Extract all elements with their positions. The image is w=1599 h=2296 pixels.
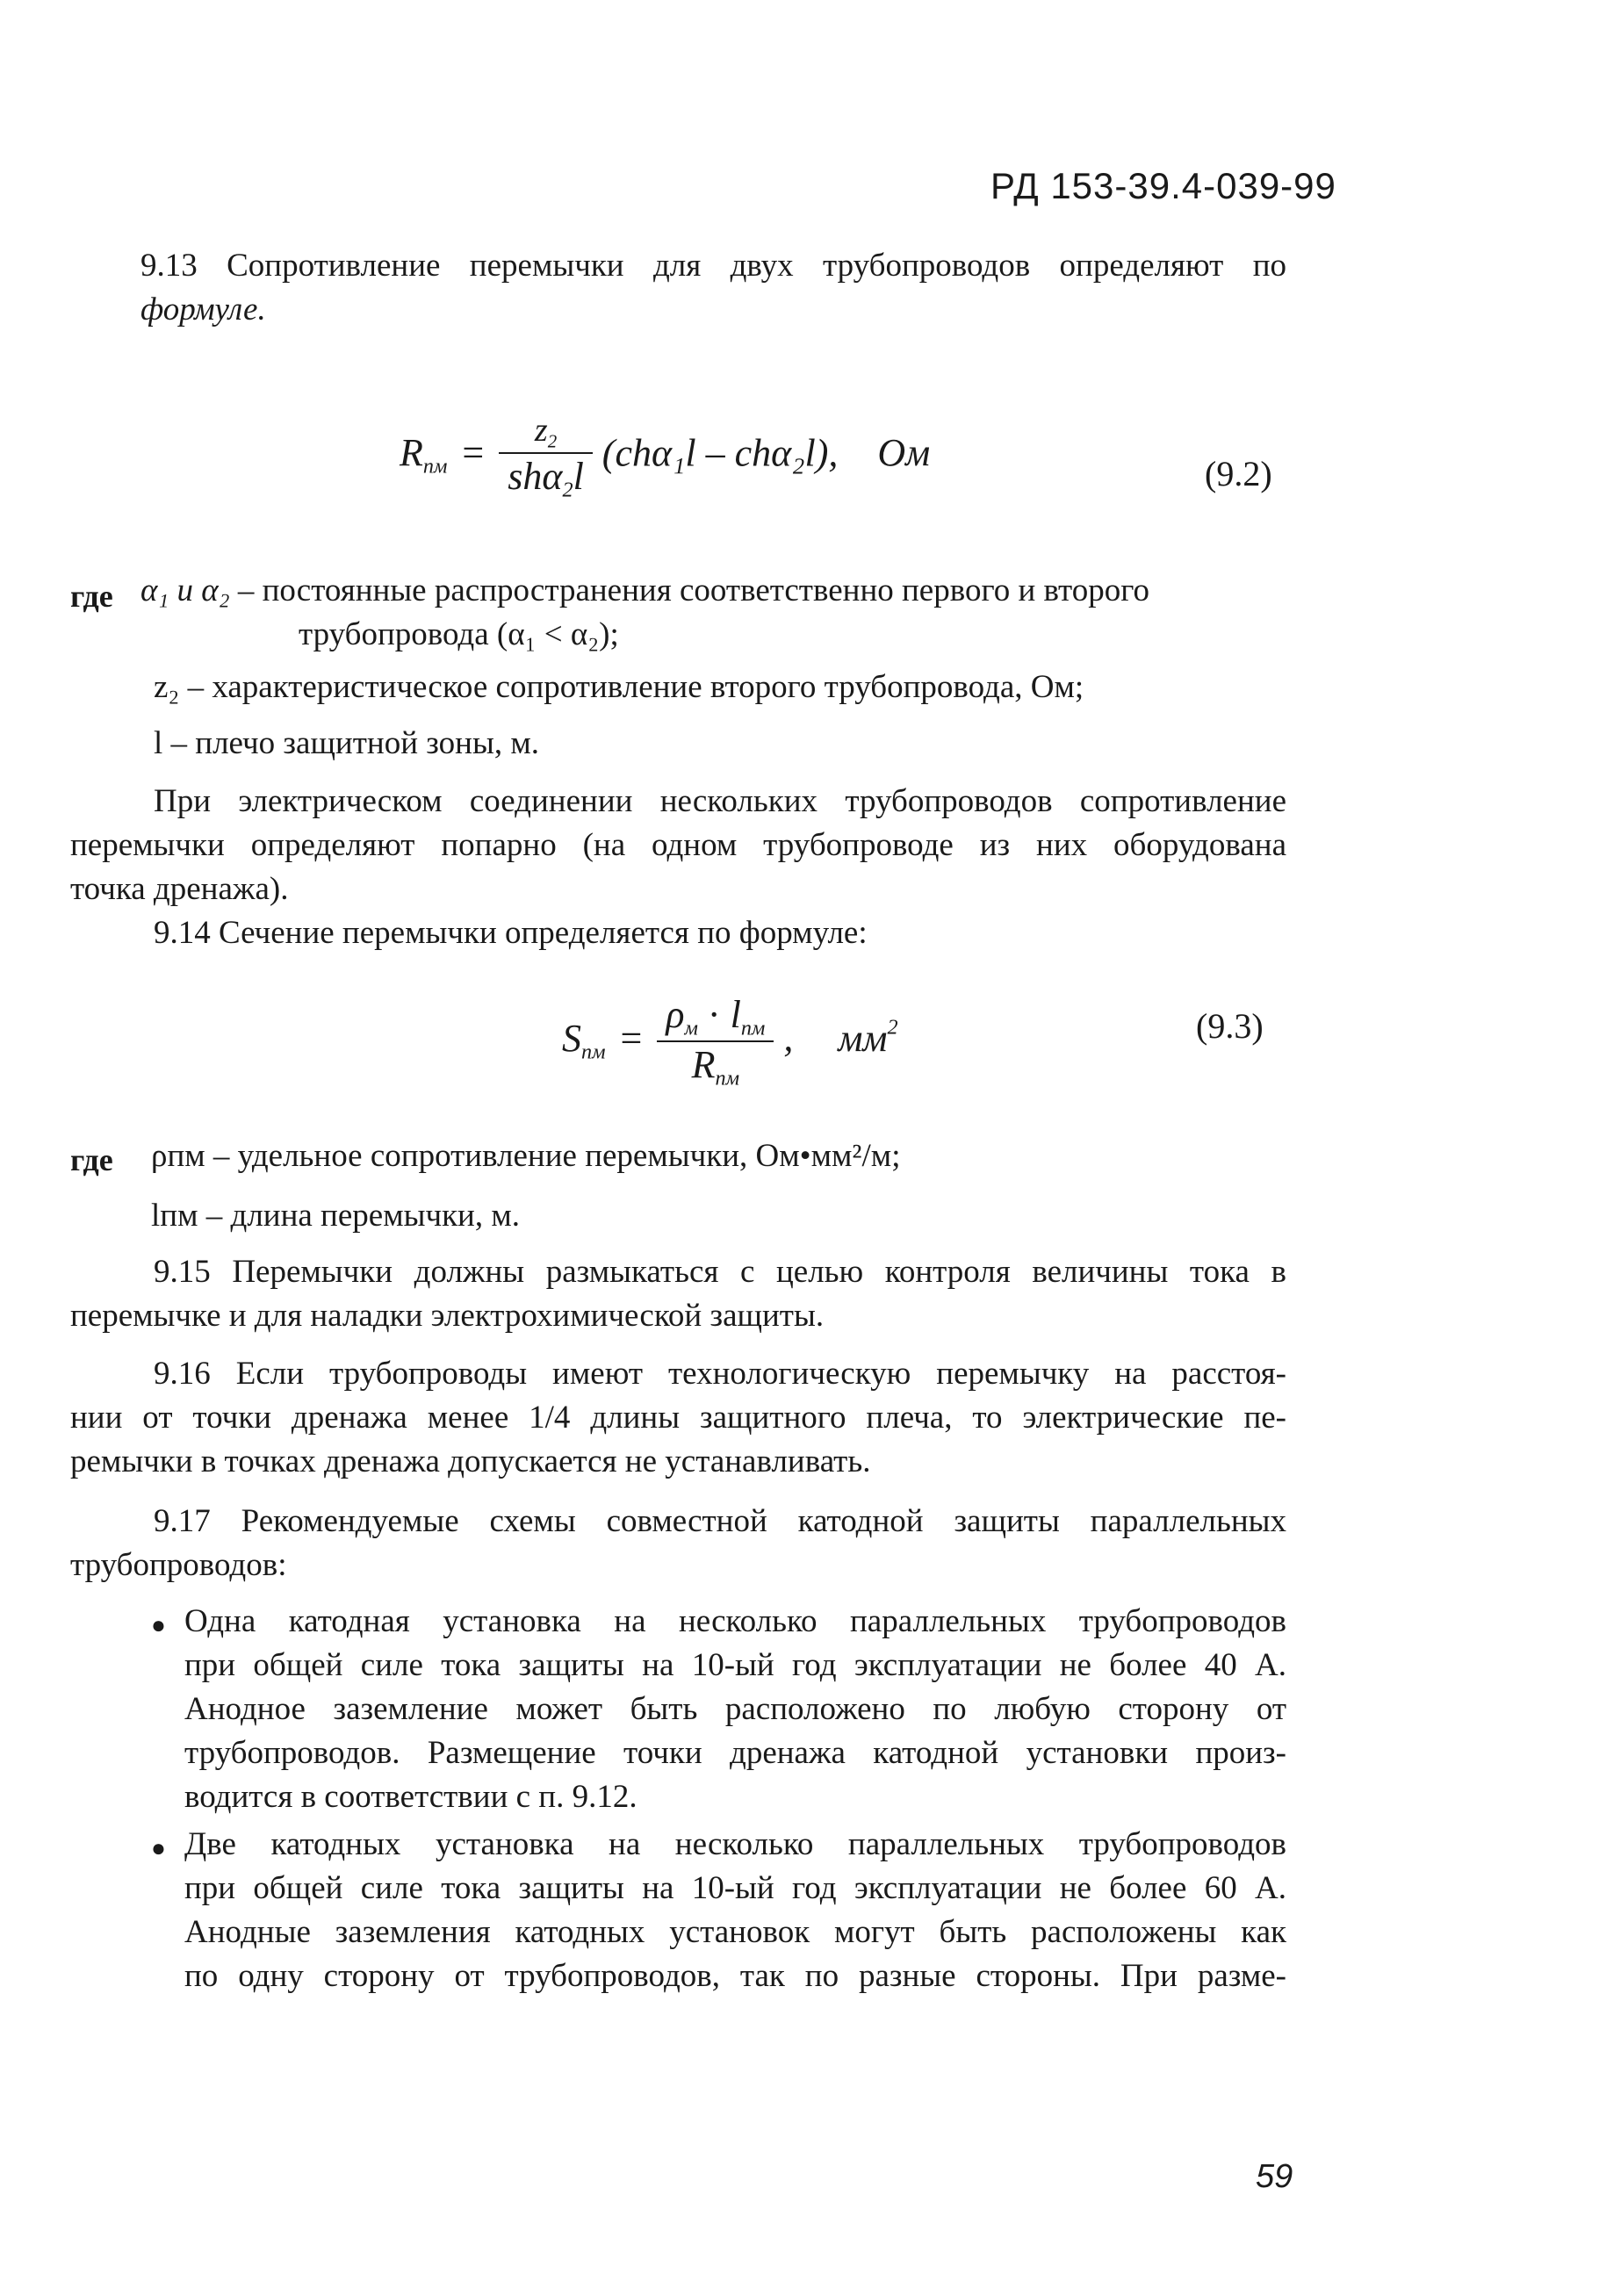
bullet-item-1 [184, 1600, 1286, 1819]
paragraph-line: водится в соответствии с п. 9.12. [184, 1779, 637, 1815]
paragraph-line: перемычки определяют попарно (на одном трубопроводе из них оборудована [70, 827, 1286, 863]
paragraph-line: трубопроводов. Размещение точки дренажа катодной установки произ- [184, 1735, 1286, 1771]
where-lpm [151, 1194, 520, 1238]
paragraph-line: по одну сторону от трубопроводов, так по разные стороны. При разме- [184, 1958, 1286, 1994]
equation-number-9-3: (9.3) [1196, 1006, 1264, 1046]
paragraph-line: 9.13 Сопротивление перемычки для двух трубопроводов определяют по [140, 248, 1286, 284]
formula-lhs: $S_{пм}$ [562, 1016, 606, 1064]
paragraph-line: lпм – длина перемычки, м. [151, 1198, 521, 1234]
paragraph-line: ремычки в точках дренажа допускается не устанавливать. [70, 1443, 871, 1479]
paragraph-line: ρпм – удельное сопротивление перемычки, Ом•мм²/м; [151, 1138, 901, 1174]
paragraph-line: перемычке и для наладки электрохимической защиты. [70, 1298, 825, 1334]
where-z2 [154, 666, 1084, 709]
formula-9-3 [562, 992, 898, 1091]
paragraph-line: 9.15 Перемычки должны размыкаться с целью контроля величины тока в [154, 1254, 1286, 1290]
where-label: где [70, 579, 113, 614]
formula-bracket: (chα₁l – chα₂l), [601, 431, 839, 475]
paragraph-line: точка дренажа). [70, 871, 289, 907]
where-alpha-continued [299, 613, 619, 657]
paragraph-line: формуле. [140, 291, 266, 327]
formula-fraction: $\frac{\rho_м \cdot l_{пм}}{R_{пм}}$ [657, 992, 774, 1091]
paragraph-line: При электрическом соединении нескольких трубопроводов сопротивление [154, 783, 1286, 819]
paragraph-electric-connection [70, 780, 1286, 911]
paragraph-line: трубопровода (α₁ < α₂); [299, 616, 619, 652]
alpha-symbols: α₁ и α₂ [140, 572, 230, 608]
where-l [154, 722, 539, 766]
formula-fraction: $\frac{z_2}{sh\alpha_2l}$ [499, 411, 593, 503]
paragraph-9-14 [154, 911, 868, 955]
where-alpha [140, 569, 1286, 613]
where-label: где [70, 1142, 113, 1177]
formula-9-2 [400, 411, 930, 503]
paragraph-line: Одна катодная установка на несколько параллельных трубопроводов [184, 1603, 1286, 1639]
where-rho [151, 1134, 901, 1178]
formula-comma: , [783, 1016, 794, 1060]
paragraph-line: 9.14 Сечение перемычки определяется по формуле: [154, 915, 868, 951]
paragraph-9-15 [70, 1250, 1286, 1338]
paragraph-line: Анодные заземления катодных установок могут быть расположены как [184, 1914, 1286, 1950]
paragraph-line: 9.17 Рекомендуемые схемы совместной катодной защиты параллельных [154, 1503, 1286, 1539]
paragraph-line: z₂ – характеристическое сопротивление второго трубопровода, Ом; [154, 669, 1084, 705]
paragraph-line: Две катодных установка на несколько параллельных трубопроводов [184, 1826, 1286, 1862]
document-header: РД 153-39.4-039-99 [990, 165, 1336, 206]
paragraph-9-13 [140, 244, 1286, 332]
equation-number-9-2: (9.2) [1205, 454, 1272, 493]
formula-lhs: $R_{пм}$ [400, 431, 448, 479]
paragraph-line: l – плечо защитной зоны, м. [154, 725, 539, 761]
paragraph-9-17 [70, 1500, 1286, 1587]
formula-unit: $мм^2$ [838, 1015, 898, 1060]
bullet-icon: ● [151, 1835, 166, 1862]
formula-equals: = [620, 1016, 643, 1060]
paragraph-9-16 [70, 1352, 1286, 1484]
page-number: 59 [1256, 2158, 1293, 2195]
formula-equals: = [462, 431, 485, 475]
paragraph-line: при общей силе тока защиты на 10-ый год эксплуатации не более 40 А. [184, 1647, 1286, 1683]
paragraph-line: трубопроводов: [70, 1547, 287, 1583]
paragraph-line: нии от точки дренажа менее 1/4 длины защитного плеча, то электрические пе- [70, 1400, 1286, 1436]
alpha-description: – постоянные распространения соответственно первого и второго [237, 572, 1149, 608]
bullet-icon: ● [151, 1612, 166, 1639]
paragraph-line: при общей силе тока защиты на 10-ый год эксплуатации не более 60 А. [184, 1870, 1286, 1906]
bullet-item-2 [184, 1823, 1286, 1998]
formula-unit: Ом [877, 431, 931, 475]
paragraph-line: Анодное заземление может быть расположено по любую сторону от [184, 1691, 1286, 1727]
paragraph-line: 9.16 Если трубопроводы имеют технологическую перемычку на расстоя- [154, 1356, 1286, 1392]
